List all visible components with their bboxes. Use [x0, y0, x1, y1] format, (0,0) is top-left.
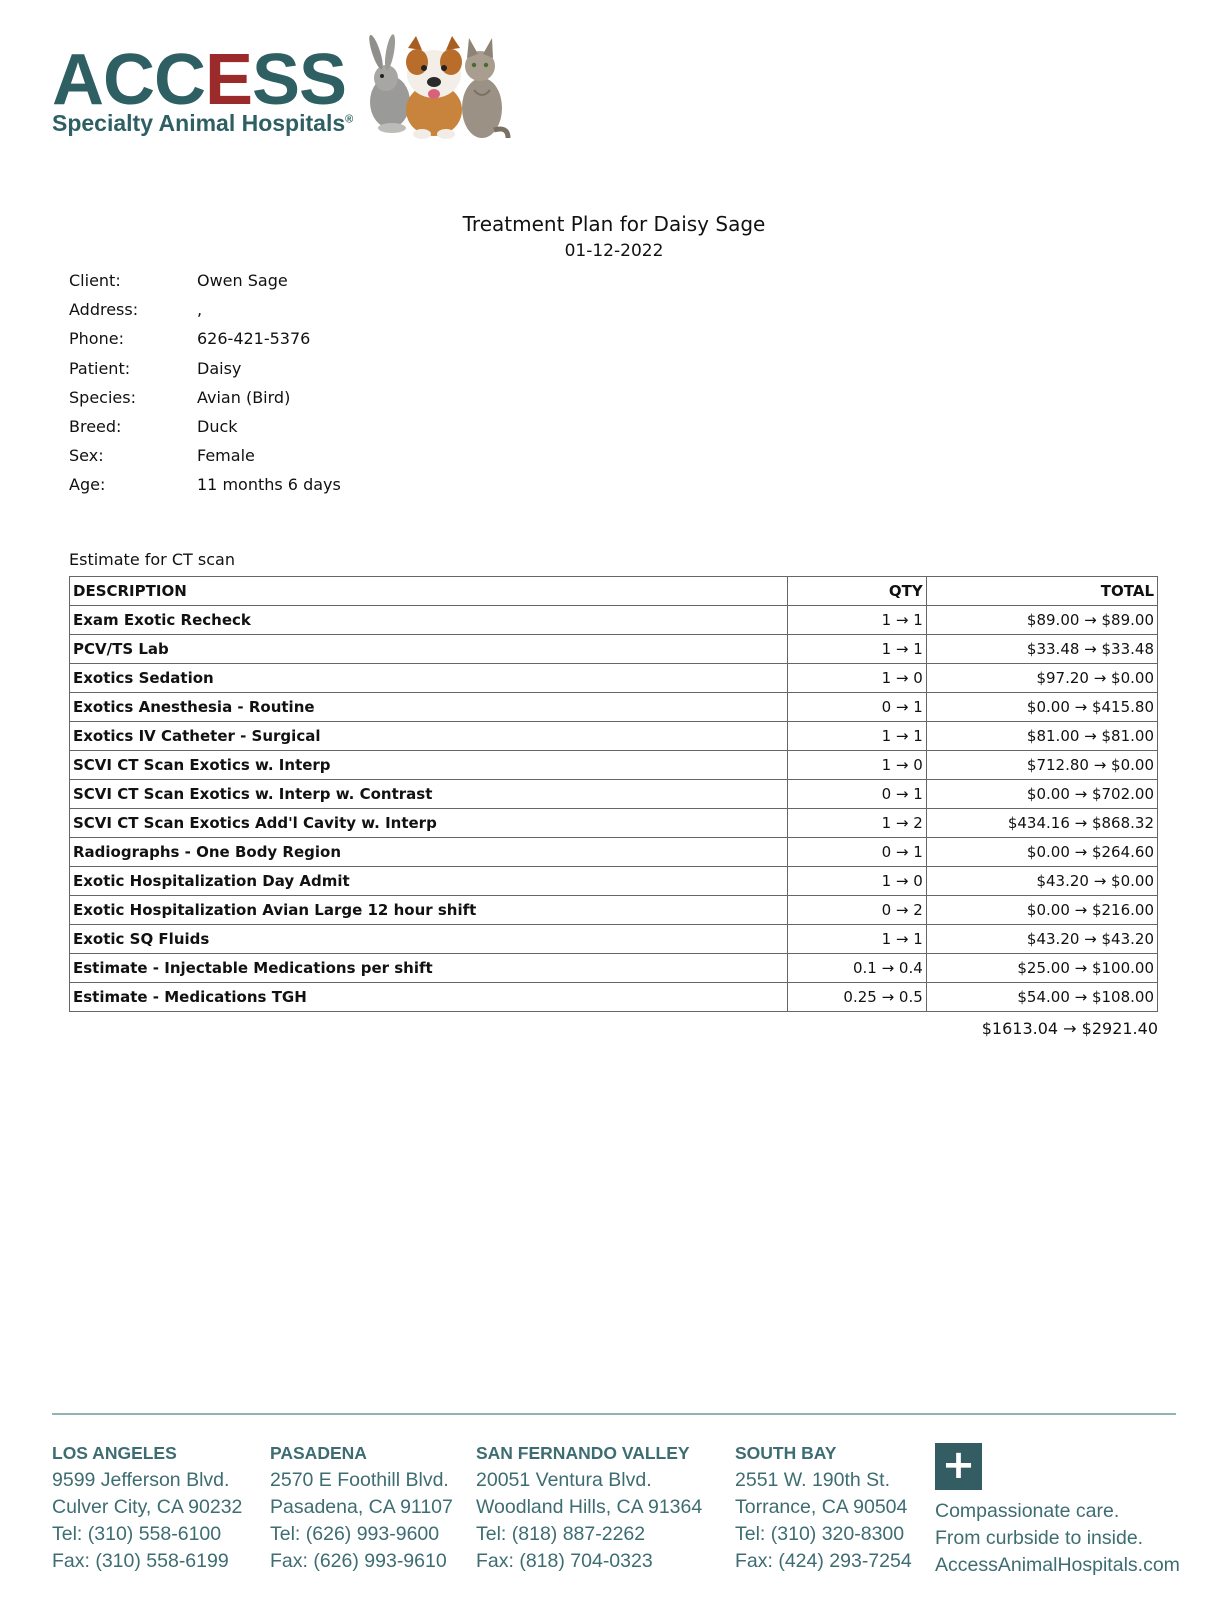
row-description: Exotics IV Catheter - Surgical [70, 722, 788, 751]
info-row-phone [69, 324, 341, 353]
footer-divider [52, 1413, 1176, 1415]
estimate-title: Estimate for CT scan [69, 550, 235, 569]
info-row-species [69, 383, 341, 412]
info-row-client [69, 266, 341, 295]
plan-date: 01-12-2022 [564, 241, 664, 261]
location-city: SOUTH BAY [735, 1443, 837, 1463]
row-description: Exotic SQ Fluids [70, 925, 788, 954]
row-total: $0.00 → $415.80 [926, 693, 1157, 722]
row-total: $712.80 → $0.00 [926, 751, 1157, 780]
row-qty: 1 → 1 [787, 722, 926, 751]
access-logo [52, 40, 352, 140]
location-street: 20051 Ventura Blvd. [476, 1469, 652, 1491]
table-row [70, 983, 1158, 1012]
header-description: DESCRIPTION [70, 577, 788, 606]
info-label: Client: [69, 271, 121, 290]
row-qty: 1 → 0 [787, 664, 926, 693]
client-info [69, 266, 341, 500]
info-value: Duck [197, 416, 238, 436]
row-qty: 0 → 2 [787, 896, 926, 925]
row-description: Exotics Sedation [70, 664, 788, 693]
table-row [70, 606, 1158, 635]
table-row [70, 925, 1158, 954]
location-city: LOS ANGELES [52, 1443, 177, 1463]
cat-icon [462, 38, 508, 138]
footer-tagline [935, 1498, 1180, 1579]
location-tel: Tel: (310) 558-6100 [52, 1523, 222, 1545]
info-value: Avian (Bird) [197, 387, 291, 407]
header-qty: QTY [787, 577, 926, 606]
row-total: $81.00 → $81.00 [926, 722, 1157, 751]
row-description: Radiographs - One Body Region [70, 838, 788, 867]
row-qty: 0 → 1 [787, 838, 926, 867]
row-description: Exotics Anesthesia - Routine [70, 693, 788, 722]
page-title: Treatment Plan for Daisy Sage [462, 212, 766, 236]
rabbit-dog-cat-image [362, 30, 512, 142]
row-qty: 0.25 → 0.5 [787, 983, 926, 1012]
row-qty: 1 → 0 [787, 751, 926, 780]
row-total: $97.20 → $0.00 [926, 664, 1157, 693]
location-fax: Fax: (424) 293-7254 [735, 1550, 912, 1572]
table-row [70, 838, 1158, 867]
location-tel: Tel: (310) 320-8300 [735, 1523, 905, 1545]
info-label: Age: [69, 475, 106, 495]
info-label: Phone: [69, 329, 124, 349]
logo-wordmark: ACCESS [52, 40, 347, 120]
info-value: 11 months 6 days [197, 475, 341, 495]
location-citystate: Pasadena, CA 91107 [270, 1496, 453, 1518]
grand-total: $1613.04 → $2921.40 [981, 1019, 1158, 1038]
row-total: $43.20 → $43.20 [926, 925, 1157, 954]
row-description: Estimate - Medications TGH [70, 983, 788, 1012]
row-total: $25.00 → $100.00 [926, 954, 1157, 983]
row-qty: 1 → 0 [787, 867, 926, 896]
info-label: Patient: [69, 358, 131, 378]
location-south-bay [735, 1441, 912, 1575]
info-row-patient [69, 354, 341, 383]
row-description: Exotic Hospitalization Day Admit [70, 867, 788, 896]
table-row [70, 722, 1158, 751]
table-row [70, 780, 1158, 809]
row-description: PCV/TS Lab [70, 635, 788, 664]
row-qty: 0.1 → 0.4 [787, 954, 926, 983]
location-fax: Fax: (818) 704-0323 [476, 1550, 653, 1572]
row-total: $89.00 → $89.00 [926, 606, 1157, 635]
row-description: Exotic Hospitalization Avian Large 12 hour shift [70, 896, 788, 925]
row-description: Estimate - Injectable Medications per shift [70, 954, 788, 983]
row-total: $434.16 → $868.32 [926, 809, 1157, 838]
location-tel: Tel: (818) 887-2262 [476, 1523, 646, 1545]
row-total: $0.00 → $216.00 [926, 896, 1157, 925]
info-value: , [197, 300, 203, 320]
table-row [70, 867, 1158, 896]
row-total: $54.00 → $108.00 [926, 983, 1157, 1012]
location-fax: Fax: (310) 558-6199 [52, 1550, 229, 1572]
info-value: Daisy [197, 358, 242, 378]
row-total: $43.20 → $0.00 [926, 867, 1157, 896]
table-row [70, 809, 1158, 838]
info-value: 626-421-5376 [197, 329, 311, 349]
row-total: $0.00 → $264.60 [926, 838, 1157, 867]
table-row [70, 635, 1158, 664]
plus-icon: + [935, 1443, 982, 1490]
location-citystate: Torrance, CA 90504 [735, 1496, 908, 1518]
row-qty: 1 → 1 [787, 606, 926, 635]
website-link[interactable]: AccessAnimalHospitals.com [935, 1554, 1180, 1576]
location-citystate: Culver City, CA 90232 [52, 1496, 243, 1518]
info-row-age [69, 470, 341, 499]
info-value: Female [197, 446, 255, 466]
row-qty: 1 → 1 [787, 635, 926, 664]
rabbit-icon [367, 34, 410, 133]
logo-subtitle: Specialty Animal Hospitals® [52, 110, 354, 136]
location-street: 9599 Jefferson Blvd. [52, 1469, 230, 1491]
location-street: 2551 W. 190th St. [735, 1469, 891, 1491]
estimate-table [69, 576, 1158, 1012]
location-pasadena [270, 1441, 453, 1575]
info-label: Address: [69, 300, 139, 320]
row-qty: 1 → 1 [787, 925, 926, 954]
info-row-breed [69, 412, 341, 441]
table-row [70, 664, 1158, 693]
info-label: Breed: [69, 416, 122, 436]
row-qty: 1 → 2 [787, 809, 926, 838]
location-street: 2570 E Foothill Blvd. [270, 1469, 449, 1491]
location-tel: Tel: (626) 993-9600 [270, 1523, 440, 1545]
location-fax: Fax: (626) 993-9610 [270, 1550, 447, 1572]
table-row [70, 896, 1158, 925]
tagline-line-2: From curbside to inside. [935, 1527, 1144, 1549]
header-total: TOTAL [926, 577, 1157, 606]
info-value: Owen Sage [197, 271, 288, 290]
row-total: $0.00 → $702.00 [926, 780, 1157, 809]
location-citystate: Woodland Hills, CA 91364 [476, 1496, 703, 1518]
row-qty: 0 → 1 [787, 780, 926, 809]
table-header-row [70, 577, 1158, 606]
bulldog-icon [406, 36, 462, 139]
row-description: SCVI CT Scan Exotics Add'l Cavity w. Interp [70, 809, 788, 838]
location-san-fernando-valley [476, 1441, 702, 1575]
location-los-angeles [52, 1441, 242, 1575]
table-row [70, 693, 1158, 722]
info-row-sex [69, 441, 341, 470]
location-city: PASADENA [270, 1443, 367, 1463]
row-description: SCVI CT Scan Exotics w. Interp w. Contrast [70, 780, 788, 809]
row-description: SCVI CT Scan Exotics w. Interp [70, 751, 788, 780]
table-row [70, 751, 1158, 780]
location-city: SAN FERNANDO VALLEY [476, 1443, 690, 1463]
info-label: Species: [69, 387, 136, 407]
row-total: $33.48 → $33.48 [926, 635, 1157, 664]
info-label: Sex: [69, 446, 104, 466]
info-row-address [69, 295, 341, 324]
tagline-line-1: Compassionate care. [935, 1500, 1120, 1522]
table-row [70, 954, 1158, 983]
row-description: Exam Exotic Recheck [70, 606, 788, 635]
row-qty: 0 → 1 [787, 693, 926, 722]
